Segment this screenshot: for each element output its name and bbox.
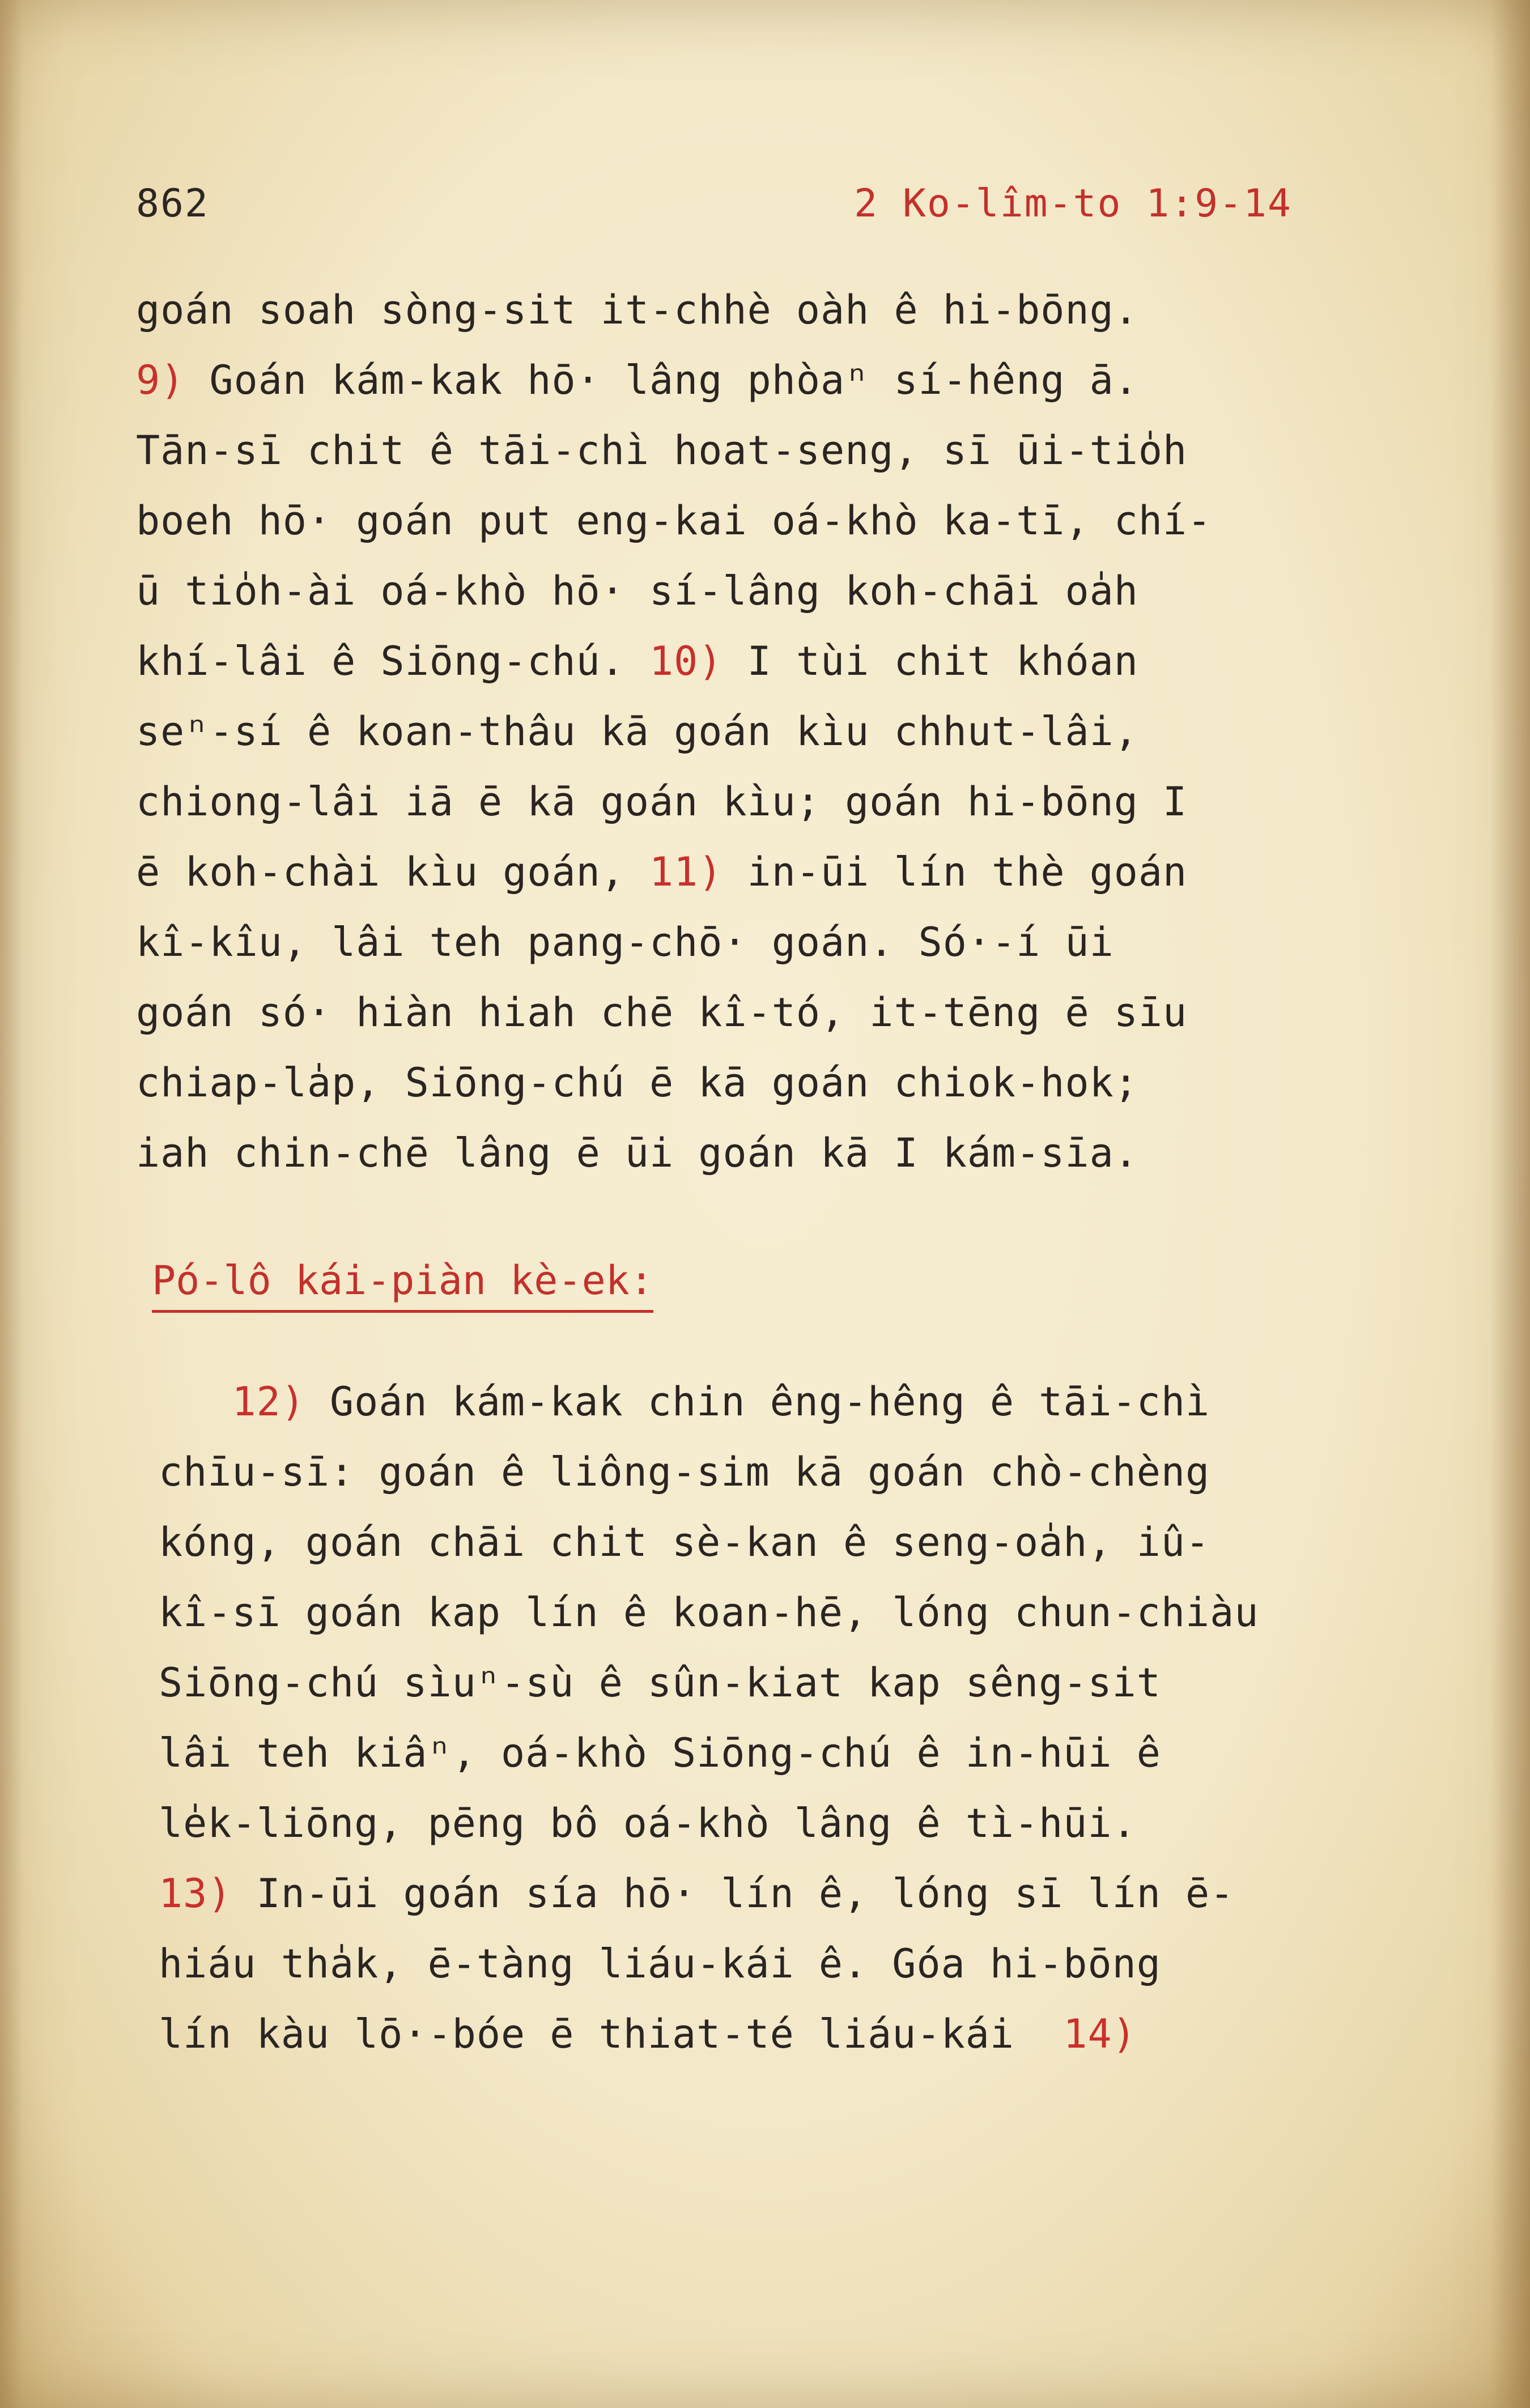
text-line xyxy=(136,626,1439,696)
verse-number: 14) xyxy=(1063,2011,1137,2057)
verse-number: 11) xyxy=(649,849,723,895)
line-text: boeh hō· goán put eng-kai oá-khò ka-tī, chí- xyxy=(136,497,1212,544)
line-text xyxy=(159,1379,232,1425)
text-line xyxy=(159,1858,1462,1929)
page-shadow-right xyxy=(1490,0,1530,2408)
text-line xyxy=(136,1118,1439,1188)
verse-number: 12) xyxy=(232,1379,305,1425)
line-text: chiong-lâi iā ē kā goán kìu; goán hi-bōng I xyxy=(136,778,1188,825)
text-line xyxy=(136,345,1439,415)
line-text: khí-lâi ê Siōng-chú. xyxy=(136,638,650,684)
verse-number: 13) xyxy=(159,1870,232,1917)
line-text: Tān-sī chit ê tāi-chì hoat-seng, sī ūi-tio̍h xyxy=(136,427,1188,474)
text-line xyxy=(136,977,1439,1048)
text-line xyxy=(136,275,1439,345)
page-shadow-left xyxy=(0,0,23,2408)
text-line xyxy=(136,696,1439,767)
line-text: le̍k-liōng, pēng bô oá-khò lâng ê tì-hūi. xyxy=(159,1800,1137,1847)
text-line xyxy=(136,767,1439,837)
line-text: kóng, goán chāi chit sè-kan ê seng-oa̍h, iû- xyxy=(159,1519,1210,1565)
paragraph-verses-9-11 xyxy=(136,275,1439,1188)
line-text: chiap-la̍p, Siōng-chú ē kā goán chiok-hok; xyxy=(136,1060,1138,1106)
line-text: kî-kîu, lâi teh pang-chō· goán. Só·-í ūi xyxy=(136,919,1114,965)
line-text: iah chin-chē lâng ē ūi goán kā I kám-sīa. xyxy=(136,1130,1138,1176)
page-header xyxy=(136,181,1292,238)
running-head: 2 Ko-lîm-to 1:9-14 xyxy=(854,181,1292,226)
text-line xyxy=(159,1788,1462,1858)
section-heading: Pó-lô kái-piàn kè-ek: xyxy=(152,1252,653,1313)
text-line xyxy=(159,1648,1462,1718)
verse-number: 9) xyxy=(136,357,185,403)
text-line xyxy=(136,486,1439,556)
line-text: goán só· hiàn hiah chē kî-tó, it-tēng ē sīu xyxy=(136,989,1188,1036)
line-text: Siōng-chú sìuⁿ-sù ê sûn-kiat kap sêng-sit xyxy=(159,1660,1161,1706)
line-text: seⁿ-sí ê koan-thâu kā goán kìu chhut-lâi, xyxy=(136,708,1138,755)
line-text: in-ūi lín thè goán xyxy=(722,849,1188,895)
text-line xyxy=(159,1577,1462,1648)
line-text: goán soah sòng-sit it-chhè oàh ê hi-bōng. xyxy=(136,287,1138,333)
text-line xyxy=(159,1507,1462,1577)
line-text: ē koh-chài kìu goán, xyxy=(136,849,650,895)
text-line xyxy=(159,1437,1462,1507)
text-line xyxy=(159,1999,1462,2069)
text-line xyxy=(159,1929,1462,1999)
verse-number: 10) xyxy=(649,638,723,684)
line-text: Goán kám-kak chin êng-hêng ê tāi-chì xyxy=(305,1379,1210,1425)
line-text: lín kàu lō·-bóe ē thiat-té liáu-kái xyxy=(159,2011,1064,2057)
line-text: chīu-sī: goán ê liông-sim kā goán chò-chèng xyxy=(159,1449,1210,1495)
text-line xyxy=(136,837,1439,907)
line-text: In-ūi goán sía hō· lín ê, lóng sī lín ē- xyxy=(232,1870,1235,1917)
text-line xyxy=(159,1367,1462,1437)
paragraph-verses-12-14 xyxy=(159,1367,1462,2069)
line-text: kî-sī goán kap lín ê koan-hē, lóng chun-chiàu xyxy=(159,1589,1259,1636)
line-text: ū tio̍h-ài oá-khò hō· sí-lâng koh-chāi oa̍h xyxy=(136,568,1138,614)
line-text: I tùi chit khóan xyxy=(722,638,1138,684)
line-text: hiáu tha̍k, ē-tàng liáu-kái ê. Góa hi-bōng xyxy=(159,1941,1161,1987)
line-text: lâi teh kiâⁿ, oá-khò Siōng-chú ê in-hūi ê xyxy=(159,1730,1161,1776)
text-line xyxy=(159,1718,1462,1788)
text-line xyxy=(136,415,1439,486)
text-line xyxy=(136,1048,1439,1118)
text-line xyxy=(136,907,1439,977)
text-line xyxy=(136,556,1439,626)
page-number: 862 xyxy=(136,181,209,226)
line-text: Goán kám-kak hō· lâng phòaⁿ sí-hêng ā. xyxy=(185,357,1138,403)
